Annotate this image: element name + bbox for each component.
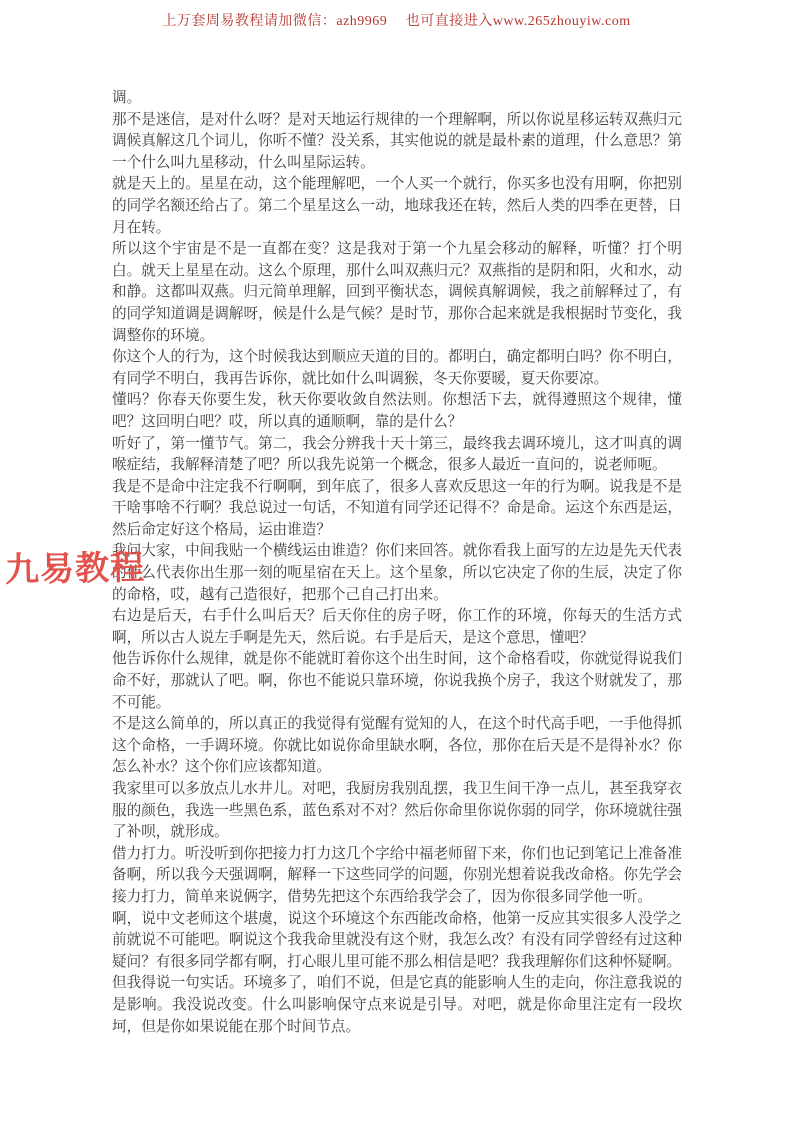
paragraph: 借力打力。听没听到你把接力打力这几个字给中福老师留下来，你们也记到笔记上准备准备啊，所以我今天强调啊，解释一下这些同学的问题，你别光想着说我改命格。你先学会接力打力，简单来说俩字，借势先把这个东西给我学会了，因为你很多同学他一听。 xyxy=(112,845,682,905)
paragraph: 就是天上的。星星在动，这个能理解吧，一个人买一个就行，你买多也没有用啊，你把别的同学名额还给占了。第二个星星这么一动，地球我还在转，然后人类的四季在更替，日月在转。 xyxy=(112,176,682,236)
document-body xyxy=(112,88,682,1038)
watermark: 九易教程 xyxy=(4,548,146,590)
paragraph: 不是这么简单的，所以真正的我觉得有觉醒有觉知的人，在这个时代高手吧，一手他得抓这个命格，一手调环境。你就比如说你命里缺水啊，各位，那你在后天是不是得补水？你怎么补水？这个你们应该都知道。 xyxy=(112,716,682,776)
paragraph: 我是不是命中注定我不行啊啊，到年底了，很多人喜欢反思这一年的行为啊。说我是不是干啥事啥不行啊？我总说过一句话，不知道有同学还记得不？命是命。运这个东西是运，然后命定好这个格局，运由谁造？ xyxy=(112,478,682,538)
paragraph: 右边是后天，右手什么叫后天？后天你住的房子呀，你工作的环境，你每天的生活方式啊，所以古人说左手啊是先天，然后说。右手是后天，是这个意思，懂吧？ xyxy=(112,608,682,646)
paragraph: 我家里可以多放点儿水井儿。对吧，我厨房我别乱摆，我卫生间干净一点儿，甚至我穿衣服的颜色，我选一些黑色系，蓝色系对不对？然后你命里你说你弱的同学，你环境就往强了补呗，就形成。 xyxy=(112,781,682,841)
paragraph: 所以这个宇宙是不是一直都在变？这是我对于第一个九星会移动的解释，听懂？打个明白。就天上星星在动。这么个原理，那什么叫双燕归元？双燕指的是阴和阳，火和水，动和静。这都叫双燕。归元简单理解，回到平衡状态，调候真解调候，我之前解释过了，有的同学知道调是调解呀，候是什么是气候？是时节，那你合起来就是我根据时节变化，我调整你的环境。 xyxy=(112,241,682,344)
paragraph: 你这个人的行为，这个时候我达到顺应天道的目的。都明白，确定都明白吗？你不明白，有同学不明白，我再告诉你，就比如什么叫调猴，冬天你要暖，夏天你要凉。 xyxy=(112,349,682,387)
header-promo-text: 上万套周易教程请加微信：azh9969 也可直接进入www.265zhouyiw.com xyxy=(162,14,631,29)
paragraph: 听好了，第一懂节气。第二，我会分辨我十天十第三，最终我去调环境儿，这才叫真的调喉症结，我解释清楚了吧？所以我先说第一个概念，很多人最近一直问的，说老师呃。 xyxy=(112,435,682,474)
paragraph: 他告诉你什么规律，就是你不能就盯着你这个出生时间，这个命格看哎，你就觉得说我们命不好，那就认了吧。啊，你也不能说只靠环境，你说我换个房子，我这个财就发了，那不可能。 xyxy=(112,651,682,711)
paragraph: 我问大家，中间我贴一个横线运由谁造？你们来回答。就你看我上面写的左边是先天代表的什么代表你出生那一刻的呃星宿在天上。这个星象，所以它决定了你的生辰，决定了你的命格，哎，越有己造很好，把那个己自己打出来。 xyxy=(112,543,682,603)
paragraph: 但我得说一句实话。环境多了，咱们不说，但是它真的能影响人生的走向，你注意我说的是影响。我没说改变。什么叫影响保守点来说是引导。对吧，就是你命里注定有一段坎坷，但是你如果说能在那个时间节点。 xyxy=(112,975,682,1035)
paragraph: 懂吗？你春天你要生发，秋天你要收敛自然法则。你想活下去，就得遵照这个规律，懂吧？这回明白吧？哎，所以真的通顺啊，靠的是什么？ xyxy=(112,392,682,430)
paragraph: 调。 xyxy=(112,90,142,106)
paragraph: 啊，说中文老师这个堪虞，说这个环境这个东西能改命格，他第一反应其实很多人没学之前就说不可能吧。啊说这个我我命里就没有这个财，我怎么改？有没有同学曾经有过这种疑问？有很多同学都有啊，打心眼儿里可能不那么相信是吧？我我理解你们这种怀疑啊。 xyxy=(112,910,682,970)
paragraph: 那不是迷信，是对什么呀？是对天地运行规律的一个理解啊，所以你说星移运转双燕归元调候真解这几个词儿，你听不懂？没关系，其实他说的就是最朴素的道理，什么意思？第一个什么叫九星移动，什么叫星际运转。 xyxy=(112,111,682,171)
